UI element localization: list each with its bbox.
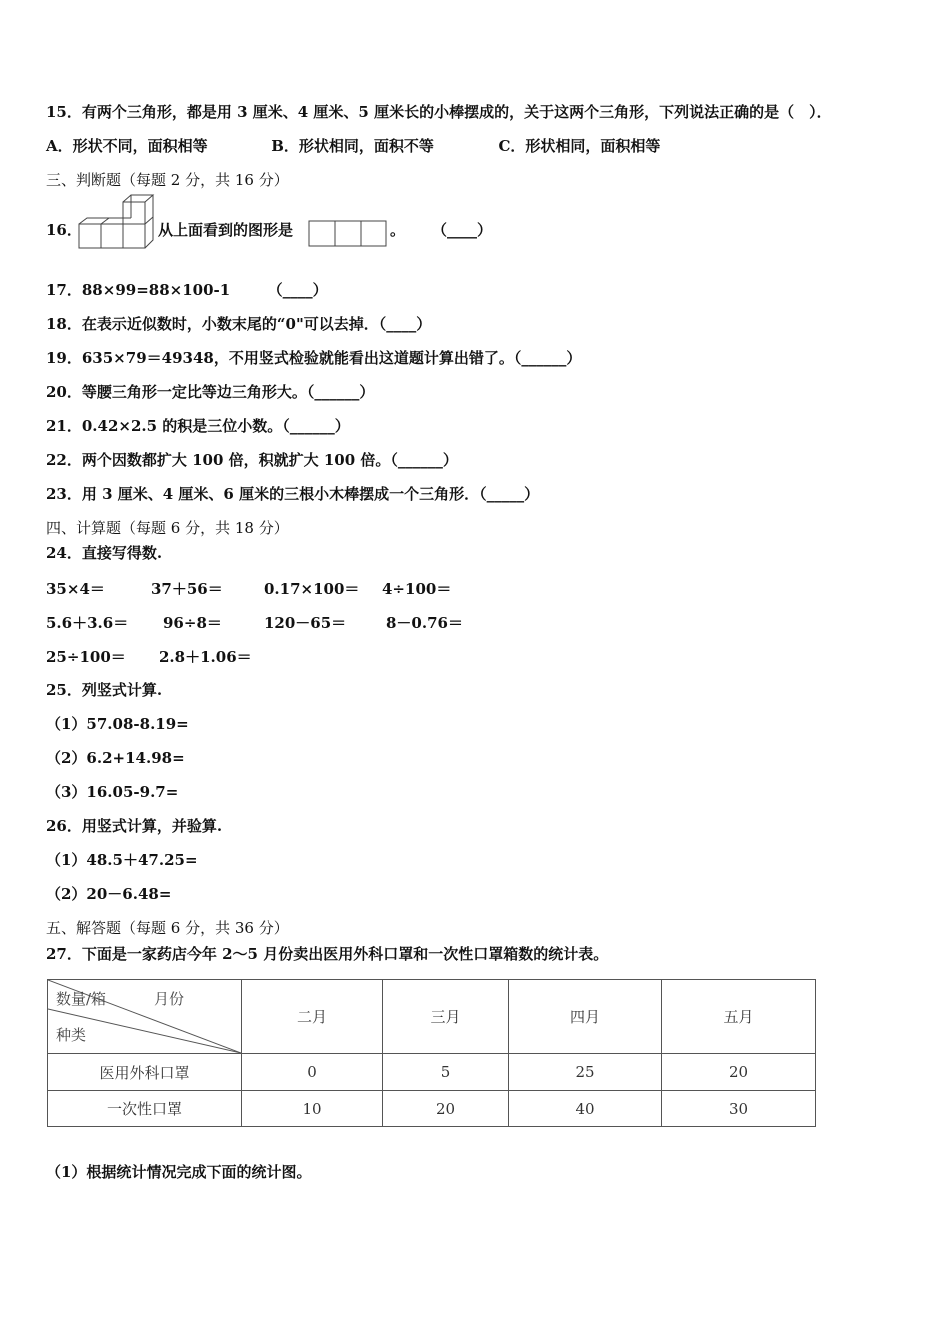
option-b[interactable]: B．形状相同，面积不等: [271, 137, 434, 155]
table-corner-cell: [48, 980, 242, 1054]
calc-item: 37＋56＝: [151, 580, 223, 598]
table-cell: 20: [662, 1054, 816, 1091]
question-16-text: 从上面看到的图形是: [158, 221, 294, 239]
table-cell: 10: [242, 1091, 383, 1127]
question-17: 17．88×99=88×100-1 （____）: [46, 281, 328, 299]
question-19: 19．635×79＝49348，不用竖式检验就能看出这道题计算出错了。（______）: [46, 349, 582, 367]
table-row: [48, 1091, 816, 1127]
table-cell: 25: [509, 1054, 662, 1091]
corner-type-label: 种类: [56, 1026, 87, 1044]
question-25-item-1: （1）57.08-8.19=: [46, 715, 189, 733]
question-23: 23．用 3 厘米、4 厘米、6 厘米的三根小木棒摆成一个三角形．（_____）: [46, 485, 540, 503]
question-25-title: 25．列竖式计算.: [46, 681, 163, 699]
question-15: 15．有两个三角形，都是用 3 厘米、4 厘米、5 厘米长的小棒摆成的，关于这两个三角形，下列说法正确的是（ ）．: [46, 103, 832, 121]
month-header: 二月: [242, 980, 383, 1054]
question-16-number: 16．: [46, 221, 82, 239]
calc-item: 120－65＝: [264, 614, 347, 632]
question-26-title: 26．用竖式计算，并验算.: [46, 817, 223, 835]
question-26-item-2: （2）20－6.48=: [46, 885, 172, 903]
calc-item: 35×4＝: [46, 580, 105, 598]
row-label: 医用外科口罩: [48, 1054, 242, 1091]
question-16-tail: 。: [390, 221, 406, 239]
question-25-item-2: （2）6.2+14.98=: [46, 749, 185, 767]
question-27-sub-1: （1）根据统计情况完成下面的统计图。: [46, 1163, 312, 1181]
calc-item: 8－0.76＝: [386, 614, 463, 632]
section-4-heading: 四、计算题（每题 6 分，共 18 分）: [46, 519, 289, 537]
calc-item: 96÷8＝: [163, 614, 222, 632]
question-25-item-3: （3）16.05-9.7=: [46, 783, 179, 801]
top-view-figure: [308, 220, 388, 248]
question-21: 21．0.42×2.5 的积是三位小数。（______）: [46, 417, 350, 435]
row-label: 一次性口罩: [48, 1091, 242, 1127]
table-cell: 20: [383, 1091, 509, 1127]
mask-sales-table: [47, 979, 816, 1127]
month-header: 五月: [662, 980, 816, 1054]
question-22: 22．两个因数都扩大 100 倍，积就扩大 100 倍。（______）: [46, 451, 458, 469]
option-c[interactable]: C．形状相同，面积相等: [498, 137, 661, 155]
cube-stack-figure: [78, 194, 158, 250]
calc-item: 25÷100＝: [46, 648, 126, 666]
question-15-options: [46, 136, 660, 156]
table-cell: 40: [509, 1091, 662, 1127]
table-cell: 5: [383, 1054, 509, 1091]
table-cell: 30: [662, 1091, 816, 1127]
table-cell: 0: [242, 1054, 383, 1091]
table-row: [48, 1054, 816, 1091]
question-18: 18．在表示近似数时，小数末尾的“0"可以去掉．（____）: [46, 315, 432, 333]
option-a[interactable]: A．形状不同，面积相等: [46, 137, 208, 155]
corner-month-label: 月份: [154, 990, 185, 1008]
corner-quantity-label: 数量/箱: [56, 990, 107, 1008]
question-20: 20．等腰三角形一定比等边三角形大。（______）: [46, 383, 375, 401]
question-16-blank[interactable]: （____）: [432, 221, 493, 239]
question-24-title: 24．直接写得数.: [46, 544, 163, 562]
calc-item: 2.8＋1.06＝: [159, 648, 252, 666]
month-header: 三月: [383, 980, 509, 1054]
calc-item: 4÷100＝: [382, 580, 452, 598]
section-3-heading: 三、判断题（每题 2 分，共 16 分）: [46, 171, 289, 189]
month-header: 四月: [509, 980, 662, 1054]
section-5-heading: 五、解答题（每题 6 分，共 36 分）: [46, 919, 289, 937]
calc-item: 0.17×100＝: [264, 580, 360, 598]
question-27-title: 27．下面是一家药店今年 2～5 月份卖出医用外科口罩和一次性口罩箱数的统计表。: [46, 945, 609, 963]
calc-item: 5.6＋3.6＝: [46, 614, 129, 632]
question-26-item-1: （1）48.5＋47.25=: [46, 851, 198, 869]
